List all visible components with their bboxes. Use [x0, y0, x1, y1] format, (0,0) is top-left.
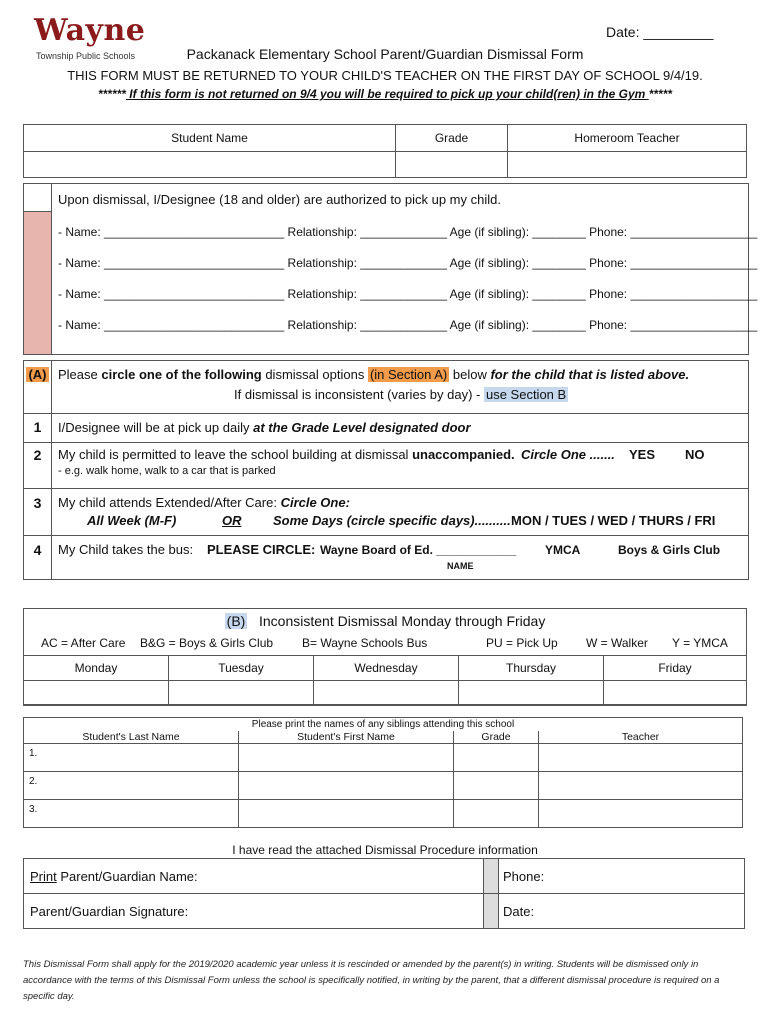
option-4-please-circle: PLEASE CIRCLE:	[207, 542, 316, 557]
option-2-no[interactable]: NO	[685, 447, 705, 462]
signature-field[interactable]: Parent/Guardian Signature:	[24, 894, 484, 929]
sibling-3-grade[interactable]	[454, 800, 539, 828]
sibling-1-teacher[interactable]	[539, 744, 743, 772]
sibling-row-1[interactable]: 1.	[24, 744, 239, 772]
legend-walker: W = Walker	[586, 636, 648, 650]
monday-input[interactable]	[24, 681, 169, 705]
sibling-3-first-name[interactable]	[239, 800, 454, 828]
grade-input[interactable]	[396, 152, 508, 178]
legend-after-care: AC = After Care	[41, 636, 126, 650]
option-2-yes[interactable]: YES	[629, 447, 656, 462]
option-2-number: 2	[33, 447, 42, 463]
sibling-first-name-header: Student's First Name	[239, 731, 454, 744]
homeroom-teacher-input[interactable]	[508, 152, 747, 178]
option-4-wayne-bus[interactable]: Wayne Board of Ed. ____________	[320, 543, 517, 557]
day-monday: Monday	[24, 656, 169, 681]
section-a-inconsistent-note: If dismissal is inconsistent (varies by day) - use Section B	[234, 387, 567, 402]
option-1-text[interactable]: I/Designee will be at pick up daily at the Grade Level designated door	[58, 420, 471, 435]
option-4-boys-girls-club[interactable]: Boys & Girls Club	[618, 543, 721, 557]
pickup-intro: Upon dismissal, I/Designee (18 and older) are authorized to pick up my child.	[58, 192, 501, 207]
sibling-2-grade[interactable]	[454, 772, 539, 800]
legend-ymca: Y = YMCA	[672, 636, 728, 650]
section-b	[23, 608, 747, 706]
pickup-row-2[interactable]: - Name: ___________________________ Relationship: _____________ Age (if sibling): ________ Phone: ___________________	[58, 256, 758, 270]
section-a-instructions: Please circle one of the following dismissal options (in Section A) below for the child that is listed above.	[58, 367, 690, 382]
thursday-input[interactable]	[459, 681, 604, 705]
friday-input[interactable]	[604, 681, 747, 705]
section-b-title: (B) Inconsistent Dismissal Monday through Friday	[226, 613, 546, 629]
sibling-2-teacher[interactable]	[539, 772, 743, 800]
student-name-input[interactable]	[24, 152, 396, 178]
pickup-authorization-box	[23, 183, 758, 355]
pickup-row-4[interactable]: - Name: ___________________________ Relationship: _____________ Age (if sibling): ________ Phone: ___________________	[58, 318, 758, 332]
student-name-header: Student Name	[24, 125, 396, 152]
option-2-text: My child is permitted to leave the school building at dismissal unaccompanied.	[58, 447, 515, 462]
color-stripe	[24, 212, 52, 354]
siblings-caption: Please print the names of any siblings attending this school	[24, 718, 743, 731]
option-4-number: 4	[33, 542, 42, 558]
signature-table	[23, 858, 745, 929]
legend-boys-girls-club: B&G = Boys & Girls Club	[140, 636, 274, 650]
option-3-days[interactable]: MON / TUES / WED / THURS / FRI	[511, 513, 716, 528]
wednesday-input[interactable]	[314, 681, 459, 705]
section-a	[23, 360, 749, 580]
return-notice: THIS FORM MUST BE RETURNED TO YOUR CHILD'S TEACHER ON THE FIRST DAY OF SCHOOL 9/4/19.	[67, 68, 703, 83]
sibling-1-grade[interactable]	[454, 744, 539, 772]
option-2-circle-one: Circle One .......	[521, 447, 615, 462]
phone-field[interactable]: Phone:	[499, 859, 745, 894]
option-4-text: My Child takes the bus:	[58, 542, 194, 557]
day-thursday: Thursday	[459, 656, 604, 681]
option-3-number: 3	[33, 495, 42, 511]
tuesday-input[interactable]	[169, 681, 314, 705]
pickup-row-3[interactable]: - Name: ___________________________ Relationship: _____________ Age (if sibling): ________ Phone: ___________________	[58, 287, 758, 301]
day-friday: Friday	[604, 656, 747, 681]
sibling-grade-header: Grade	[454, 731, 539, 744]
homeroom-teacher-header: Homeroom Teacher	[508, 125, 747, 152]
option-3-or: OR	[222, 513, 242, 528]
sibling-row-2[interactable]: 2.	[24, 772, 239, 800]
footer-terms: This Dismissal Form shall apply for the 2019/2020 academic year unless it is rescinded or amended by the parent(s) in writing. Students will be dismissed only in accordance with the terms of this Dismissal Form unless the school is specifically notified, in writing by the parent, that a different dismissal procedure is required on a specific day.	[23, 959, 720, 1002]
option-4-name-label: NAME	[447, 561, 474, 571]
sibling-row-3[interactable]: 3.	[24, 800, 239, 828]
grade-header: Grade	[396, 125, 508, 152]
sibling-3-teacher[interactable]	[539, 800, 743, 828]
district-logo: Wayne	[34, 13, 146, 48]
section-a-label: (A)	[28, 367, 47, 382]
student-table	[23, 124, 747, 178]
pickup-row-1[interactable]: - Name: ___________________________ Relationship: _____________ Age (if sibling): ________ Phone: ___________________	[58, 225, 758, 239]
legend-pick-up: PU = Pick Up	[486, 636, 558, 650]
option-4-ymca[interactable]: YMCA	[545, 543, 581, 557]
day-wednesday: Wednesday	[314, 656, 459, 681]
district-logo-subtitle: Township Public Schools	[36, 51, 136, 61]
sibling-last-name-header: Student's Last Name	[24, 731, 239, 744]
legend-wayne-bus: B= Wayne Schools Bus	[302, 636, 428, 650]
weekly-schedule-table	[23, 655, 747, 705]
sibling-teacher-header: Teacher	[539, 731, 743, 744]
option-3-text: My child attends Extended/After Care: Circle One:	[58, 495, 350, 510]
sibling-1-first-name[interactable]	[239, 744, 454, 772]
option-2-example: - e.g. walk home, walk to a car that is parked	[58, 465, 276, 477]
option-3-all-week[interactable]: All Week (M-F)	[87, 513, 177, 528]
day-tuesday: Tuesday	[169, 656, 314, 681]
date-field[interactable]: Date: _________	[606, 24, 714, 40]
sibling-2-first-name[interactable]	[239, 772, 454, 800]
option-1-number: 1	[33, 419, 42, 435]
parent-name-field[interactable]: Print Parent/Guardian Name:	[24, 859, 484, 894]
form-title: Packanack Elementary School Parent/Guardian Dismissal Form	[186, 46, 584, 62]
siblings-table	[23, 717, 743, 828]
date-field-bottom[interactable]: Date:	[499, 894, 745, 929]
option-3-some-days[interactable]: Some Days (circle specific days)..........	[273, 513, 511, 528]
signature-caption: I have read the attached Dismissal Procedure information	[232, 843, 538, 857]
warning-notice: ****** If this form is not returned on 9/4 you will be required to pick up your child(ren) in the Gym *****	[97, 87, 673, 101]
